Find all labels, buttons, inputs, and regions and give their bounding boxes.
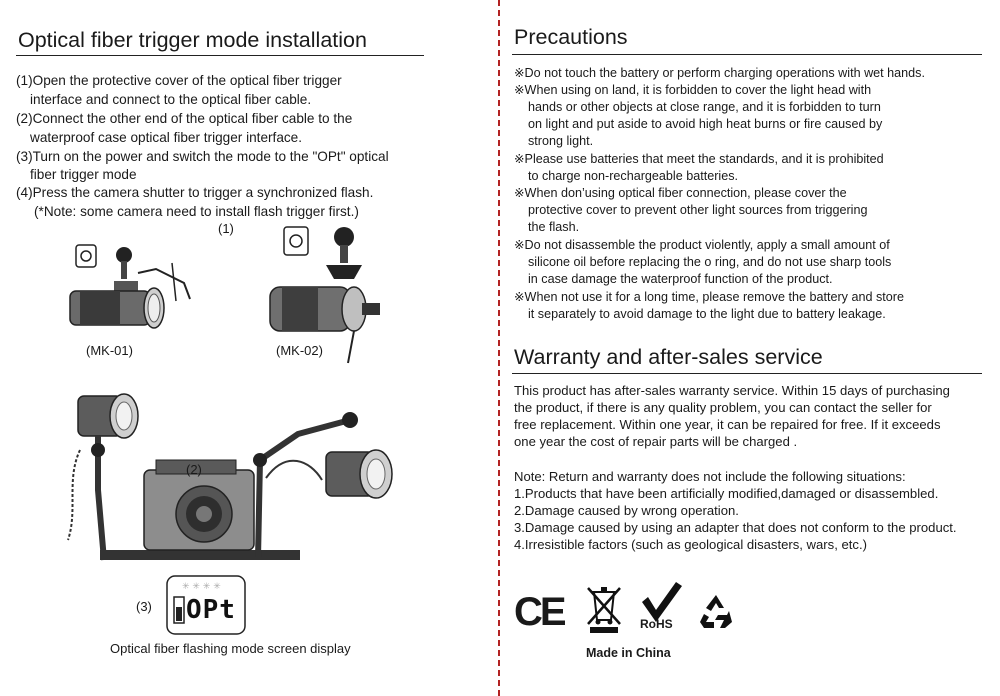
- figure-1-label: (1): [218, 221, 234, 236]
- made-in-label: Made in China: [586, 646, 671, 660]
- exclusion-line: 3.Damage caused by using an adapter that does not conform to the product.: [514, 520, 957, 535]
- exclusion-line: 2.Damage caused by wrong operation.: [514, 503, 739, 518]
- step-line: fiber trigger mode: [30, 167, 137, 182]
- camera-rig-illustration: [60, 390, 400, 580]
- precautions-title: Precautions: [514, 25, 628, 49]
- figure-3-label: (3): [136, 599, 152, 614]
- svg-text:✳ ✳ ✳ ✳: ✳ ✳ ✳ ✳: [182, 582, 221, 592]
- title-underline: [16, 55, 424, 56]
- precaution-line: protective cover to prevent other light sources from triggering: [528, 203, 868, 217]
- ce-mark: CE: [514, 590, 564, 634]
- mk01-label: (MK-01): [86, 343, 133, 358]
- page-divider: [498, 0, 500, 696]
- precaution-line: hands or other objects at close range, and it is forbidden to turn: [528, 100, 881, 114]
- precaution-line: to charge non-rechargeable batteries.: [528, 169, 739, 183]
- precaution-line: in case damage the waterproof function of the product.: [528, 272, 833, 286]
- precaution-line: ※When not use it for a long time, please remove the battery and store: [514, 290, 904, 304]
- mk02-light-illustration: [262, 223, 392, 338]
- precaution-line: silicone oil before replacing the o ring, and do not use sharp tools: [528, 255, 892, 269]
- mk01-light-illustration: [66, 243, 216, 343]
- exclusion-line: 4.Irresistible factors (such as geological disasters, wars, etc.): [514, 537, 867, 552]
- precaution-line: ※When don’using optical fiber connection, please cover the: [514, 186, 847, 200]
- warranty-underline: [512, 373, 982, 374]
- warranty-line: the product, if there is any quality problem, you can contact the seller for: [514, 400, 932, 415]
- warranty-line: free replacement. Within one year, it can be repaired for free. If it exceeds: [514, 417, 941, 432]
- mk02-label: (MK-02): [276, 343, 323, 358]
- recycle-icon: [696, 592, 736, 632]
- exclusion-line: Note: Return and warranty does not include the following situations:: [514, 469, 906, 484]
- precaution-line: the flash.: [528, 220, 580, 234]
- precaution-line: ※Do not touch the battery or perform charging operations with wet hands.: [514, 66, 925, 80]
- step-line: interface and connect to the optical fiber cable.: [30, 92, 312, 107]
- step-line: (1)Open the protective cover of the optical fiber trigger: [16, 73, 342, 88]
- step-line: waterproof case optical fiber trigger interface.: [30, 130, 303, 145]
- precaution-line: ※Do not disassemble the product violently, apply a small amount of: [514, 238, 890, 252]
- step-note: (*Note: some camera need to install flash trigger first.): [34, 204, 359, 219]
- warranty-title: Warranty and after-sales service: [514, 345, 823, 369]
- installation-title: Optical fiber trigger mode installation: [18, 28, 367, 52]
- exclusion-line: 1.Products that have been artificially modified,damaged or disassembled.: [514, 486, 939, 501]
- precaution-line: on light and put aside to avoid high heat burns or fire caused by: [528, 117, 883, 131]
- warranty-line: one year the cost of repair parts will be charged .: [514, 434, 798, 449]
- figure-2-label: (2): [186, 462, 202, 477]
- step-line: (3)Turn on the power and switch the mode to the "OPt" optical: [16, 149, 389, 164]
- precaution-line: ※When using on land, it is forbidden to cover the light head with: [514, 83, 872, 97]
- lcd-mode-text: OPt: [186, 595, 236, 625]
- screen-caption: Optical fiber flashing mode screen display: [110, 641, 351, 656]
- rohs-label: RoHS: [640, 617, 673, 631]
- step-line: (2)Connect the other end of the optical fiber cable to the: [16, 111, 353, 126]
- precautions-underline: [512, 54, 982, 55]
- warranty-line: This product has after-sales warranty service. Within 15 days of purchasing: [514, 383, 950, 398]
- weee-bin-icon: [584, 584, 624, 634]
- precaution-line: strong light.: [528, 134, 594, 148]
- precaution-line: it separately to avoid damage to the light due to battery leakage.: [528, 307, 886, 321]
- precaution-line: ※Please use batteries that meet the standards, and it is prohibited: [514, 152, 884, 166]
- step-line: (4)Press the camera shutter to trigger a synchronized flash.: [16, 185, 374, 200]
